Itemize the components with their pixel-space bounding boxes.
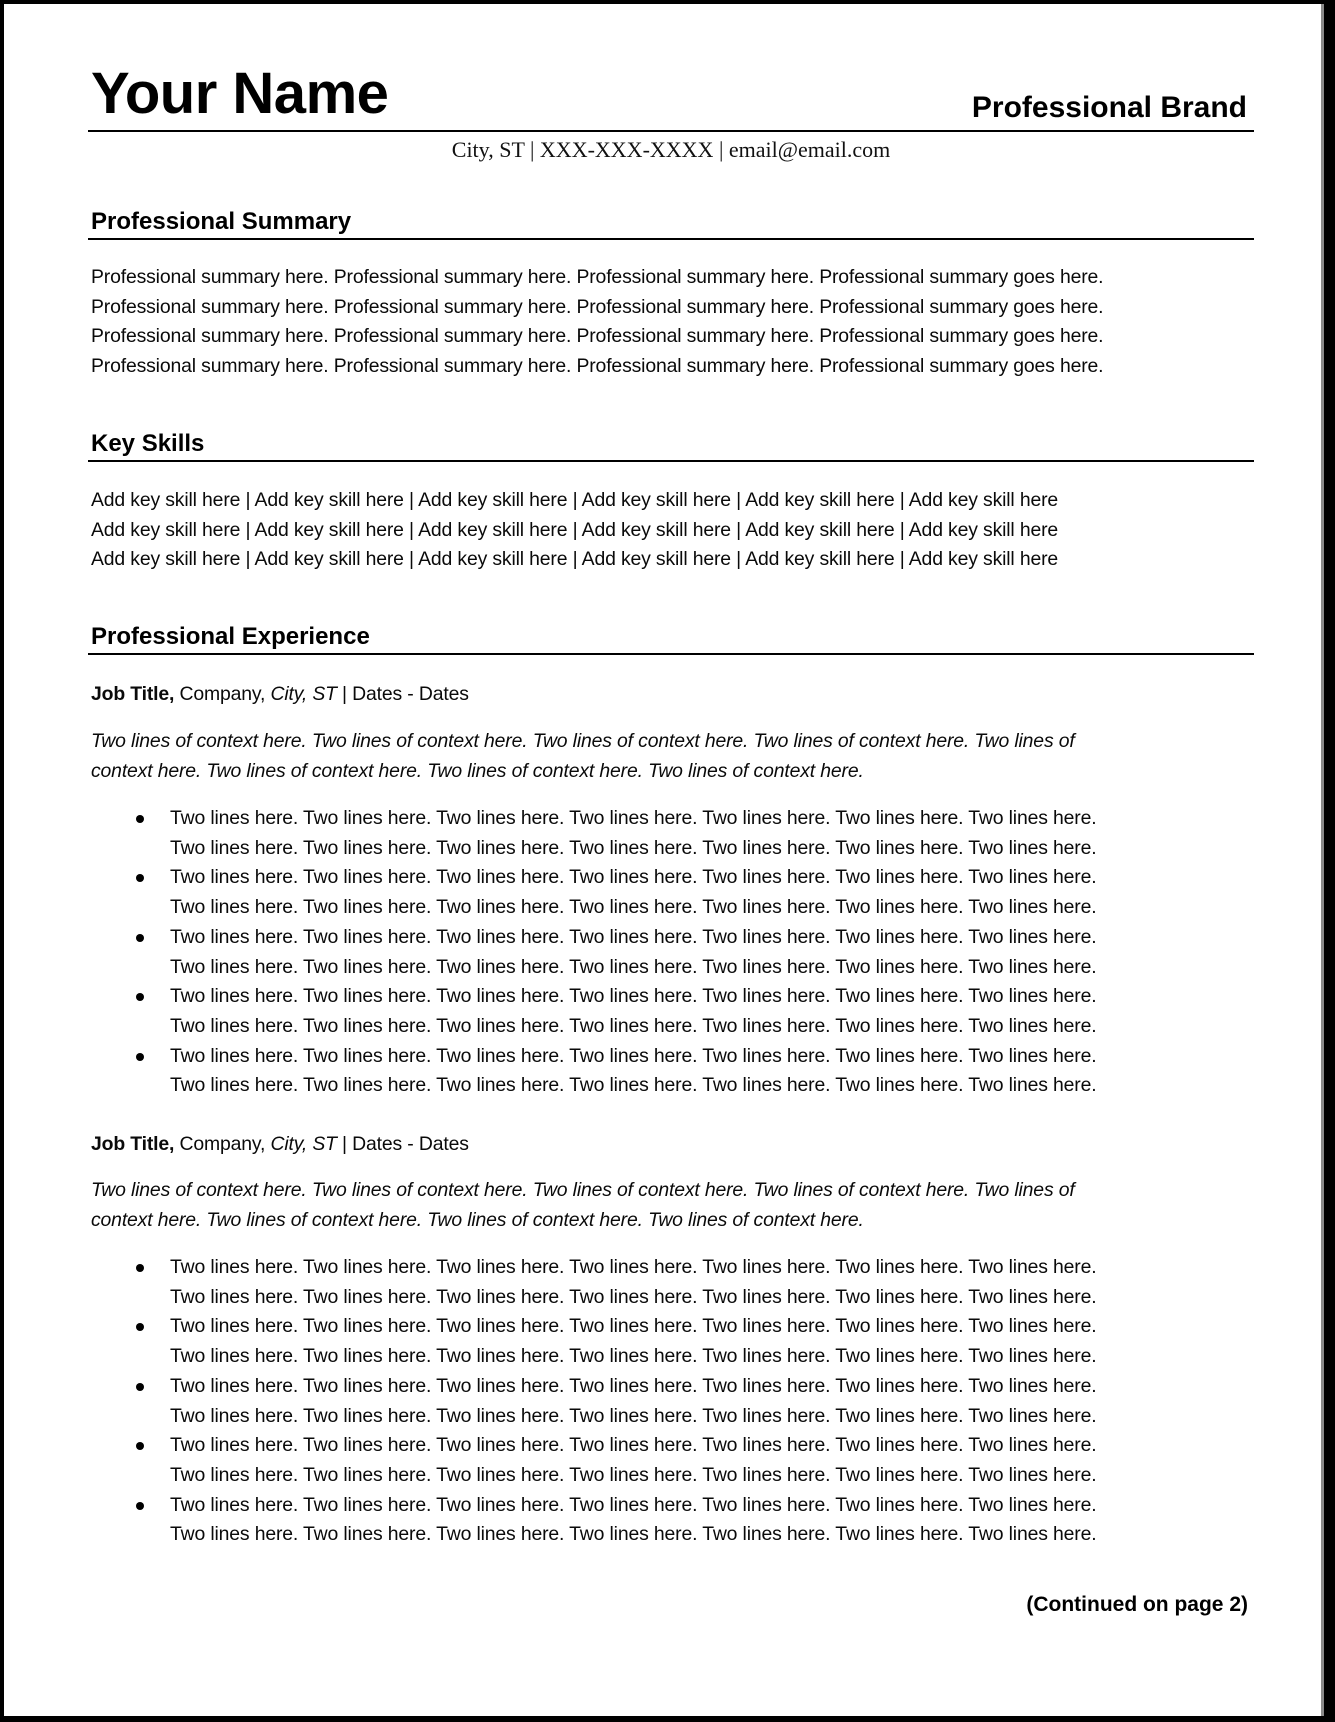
resume-page [4, 4, 1324, 1716]
list-item: Two lines here. Two lines here. Two lines here. Two lines here. Two lines here. Two lines here. Two lines here. Two lines here. Two lines here. Two lines here. Two lines here. Two lines here. Two lines here. Two lines here. [91, 1491, 1096, 1550]
job-bullets [91, 1253, 1096, 1550]
section-heading-skills: Key Skills [91, 430, 205, 457]
skills-line: Add key skill here | Add key skill here | Add key skill here | Add key skill here | Add key skill here | Add key skill here [91, 518, 1059, 541]
list-item: Two lines here. Two lines here. Two lines here. Two lines here. Two lines here. Two lines here. Two lines here. Two lines here. Two lines here. Two lines here. Two lines here. Two lines here. Two lines here. Two lines here. [91, 982, 1096, 1041]
skills-rule [88, 460, 1254, 462]
job-city: City, ST [270, 1133, 337, 1155]
context-line: context here. Two lines of context here. Two lines of context here. Two lines of context here. [91, 759, 864, 782]
list-item: Two lines here. Two lines here. Two lines here. Two lines here. Two lines here. Two lines here. Two lines here. Two lines here. Two lines here. Two lines here. Two lines here. Two lines here. Two lines here. Two lines here. [91, 1253, 1096, 1312]
summary-rule [88, 238, 1254, 240]
skills-list [91, 486, 1058, 575]
bullet-icon [136, 1502, 144, 1510]
summary-paragraph [91, 263, 1103, 382]
context-line: Two lines of context here. Two lines of context here. Two lines of context here. Two lines of context here. Two lines of [91, 730, 1075, 752]
summary-line: Professional summary here. Professional summary here. Professional summary here. Professional summary goes here. [91, 295, 1104, 318]
list-item: Two lines here. Two lines here. Two lines here. Two lines here. Two lines here. Two lines here. Two lines here. Two lines here. Two lines here. Two lines here. Two lines here. Two lines here. Two lines here. Two lines here. [91, 1372, 1096, 1431]
continued-note: (Continued on page 2) [1026, 1593, 1248, 1616]
job-bullets [91, 804, 1096, 1101]
job-company: Company, [174, 683, 271, 705]
bullet-icon [136, 934, 144, 942]
summary-line: Professional summary here. Professional summary here. Professional summary here. Professional summary goes here. [91, 355, 1104, 378]
summary-line: Professional summary here. Professional summary here. Professional summary here. Professional summary goes here. [91, 266, 1104, 288]
summary-line: Professional summary here. Professional summary here. Professional summary here. Professional summary goes here. [91, 325, 1104, 348]
list-item: Two lines here. Two lines here. Two lines here. Two lines here. Two lines here. Two lines here. Two lines here. Two lines here. Two lines here. Two lines here. Two lines here. Two lines here. Two lines here. Two lines here. [91, 863, 1096, 922]
bullet-icon [136, 815, 144, 823]
list-item: Two lines here. Two lines here. Two lines here. Two lines here. Two lines here. Two lines here. Two lines here. Two lines here. Two lines here. Two lines here. Two lines here. Two lines here. Two lines here. Two lines here. [91, 804, 1096, 863]
job-context [91, 1176, 1075, 1235]
list-item: Two lines here. Two lines here. Two lines here. Two lines here. Two lines here. Two lines here. Two lines here. Two lines here. Two lines here. Two lines here. Two lines here. Two lines here. Two lines here. Two lines here. [91, 1042, 1096, 1101]
professional-brand: Professional Brand [971, 91, 1247, 124]
job-title: Job Title, [91, 683, 175, 705]
bullet-icon [136, 874, 144, 882]
job-title: Job Title, [91, 1133, 175, 1155]
bullet-icon [136, 1053, 144, 1061]
bullet-icon [136, 1383, 144, 1391]
list-item: Two lines here. Two lines here. Two lines here. Two lines here. Two lines here. Two lines here. Two lines here. Two lines here. Two lines here. Two lines here. Two lines here. Two lines here. Two lines here. Two lines here. [91, 1431, 1096, 1490]
bullet-icon [136, 1323, 144, 1331]
context-line: context here. Two lines of context here. Two lines of context here. Two lines of context here. [91, 1208, 864, 1231]
bullet-icon [136, 1442, 144, 1450]
job-heading [91, 1130, 469, 1160]
job-context [91, 727, 1075, 786]
job-heading [91, 680, 469, 710]
candidate-name: Your Name [91, 61, 389, 126]
job-city: City, ST [270, 683, 337, 705]
job-dates: | Dates - Dates [336, 683, 469, 705]
bullet-icon [136, 1264, 144, 1272]
contact-line: City, ST | XXX-XXX-XXXX | email@email.com [451, 137, 891, 162]
experience-rule [88, 653, 1254, 655]
list-item: Two lines here. Two lines here. Two lines here. Two lines here. Two lines here. Two lines here. Two lines here. Two lines here. Two lines here. Two lines here. Two lines here. Two lines here. Two lines here. Two lines here. [91, 923, 1096, 982]
skills-line: Add key skill here | Add key skill here | Add key skill here | Add key skill here | Add key skill here | Add key skill here [91, 489, 1059, 511]
skills-line: Add key skill here | Add key skill here | Add key skill here | Add key skill here | Add key skill here | Add key skill here [91, 548, 1059, 571]
section-heading-summary: Professional Summary [91, 208, 352, 235]
section-heading-experience: Professional Experience [91, 623, 370, 650]
context-line: Two lines of context here. Two lines of context here. Two lines of context here. Two lines of context here. Two lines of [91, 1179, 1075, 1201]
bullet-icon [136, 993, 144, 1001]
job-company: Company, [174, 1133, 271, 1155]
job-dates: | Dates - Dates [336, 1133, 469, 1155]
header-rule [88, 130, 1254, 132]
list-item: Two lines here. Two lines here. Two lines here. Two lines here. Two lines here. Two lines here. Two lines here. Two lines here. Two lines here. Two lines here. Two lines here. Two lines here. Two lines here. Two lines here. [91, 1312, 1096, 1371]
